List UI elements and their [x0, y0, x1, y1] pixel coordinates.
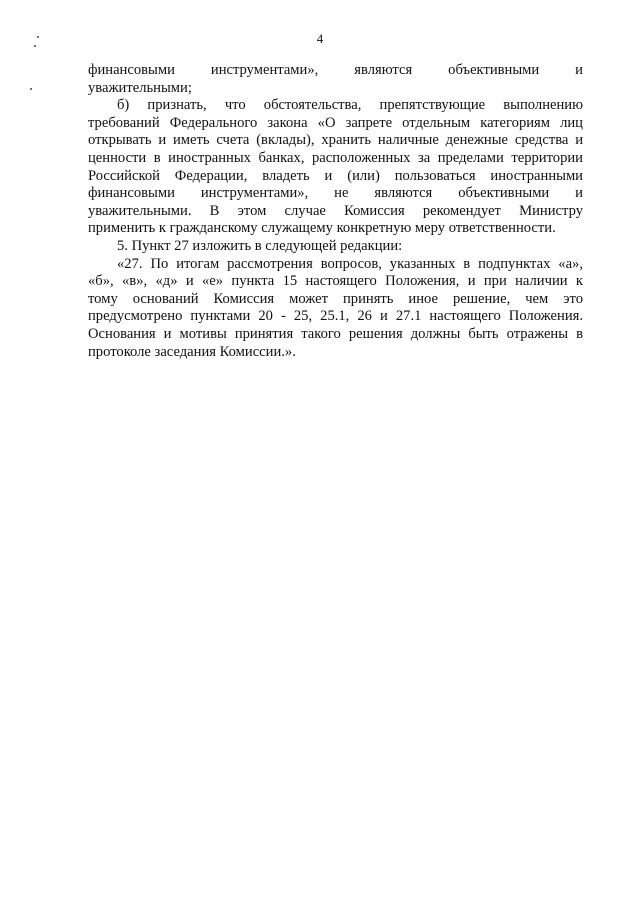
paragraph-item-27: [88, 256, 583, 362]
document-body: [88, 62, 583, 361]
paragraph-item-b: [88, 97, 583, 238]
text-line: финансовыми инструментами», не являются объективными и: [88, 185, 583, 202]
text-line: открывать и иметь счета (вклады), хранить наличные денежные средства и: [88, 132, 583, 149]
text-line: протоколе заседания Комиссии.».: [88, 343, 296, 360]
text-line: тому оснований Комиссия может принять иное решение, чем это: [88, 290, 583, 307]
text-line: 5. Пункт 27 изложить в следующей редакции:: [117, 237, 403, 254]
text-line: Российской Федерации, владеть и (или) пользоваться иностранными: [88, 167, 583, 184]
paragraph-item-5: [88, 238, 583, 256]
scan-speck: [30, 88, 32, 90]
page-number: 4: [316, 31, 324, 46]
text-line: ценности в иностранных банках, расположенных за пределами территории: [88, 149, 583, 166]
text-line: уважительными. В этом случае Комиссия рекомендует Министру: [88, 202, 583, 219]
text-line: требований Федерального закона «О запрете отдельным категориям лиц: [88, 114, 583, 131]
text-line: финансовыми инструментами», являются объективными и: [88, 62, 583, 78]
text-line: Основания и мотивы принятия такого решения должны быть отражены в: [88, 325, 583, 342]
text-line: применить к гражданскому служащему конкретную меру ответственности.: [88, 220, 556, 237]
text-line: уважительными;: [88, 79, 192, 96]
text-line: б) признать, что обстоятельства, препятствующие выполнению: [117, 97, 583, 114]
paragraph-continuation: [88, 62, 583, 97]
text-line: «б», «в», «д» и «е» пункта 15 настоящего Положения, и при наличии к: [88, 273, 583, 290]
text-line: «27. По итогам рассмотрения вопросов, указанных в подпунктах «а»,: [117, 255, 583, 272]
text-line: предусмотрено пунктами 20 - 25, 25.1, 26 и 27.1 настоящего Положения.: [88, 308, 583, 325]
